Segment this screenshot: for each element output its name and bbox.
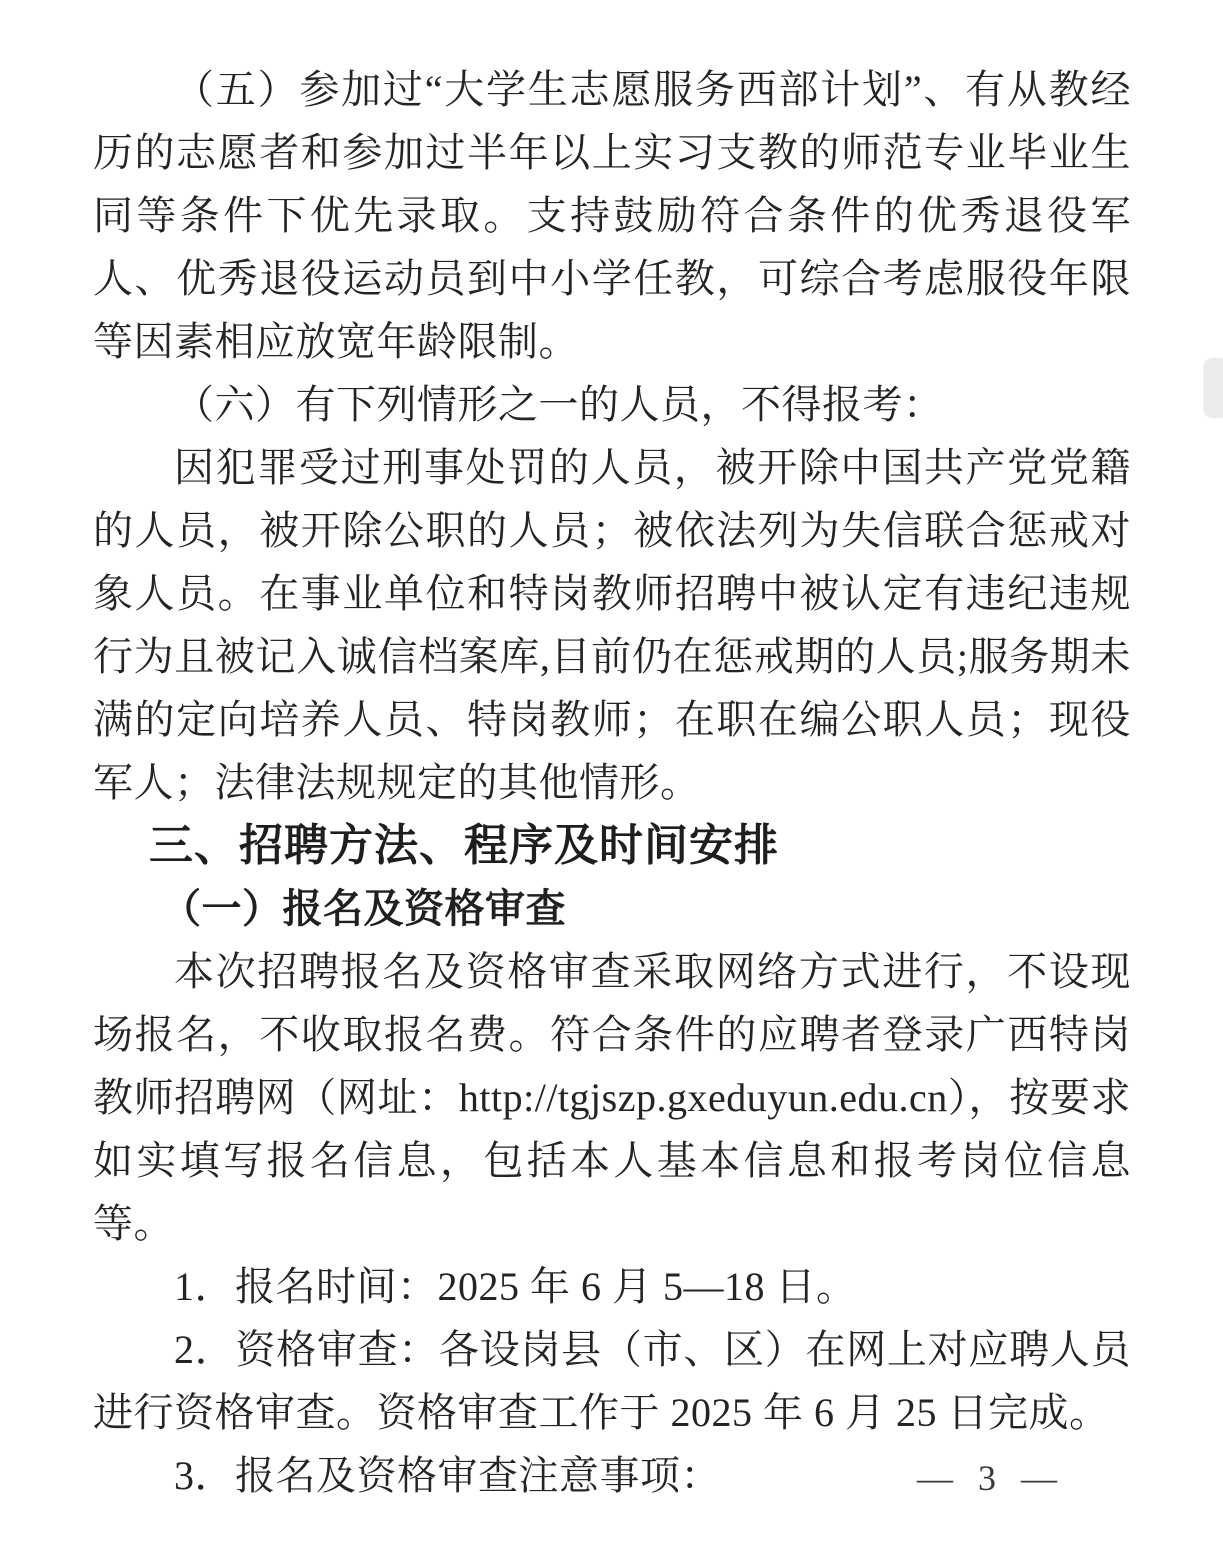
paragraph-item-review-notes: 3．报名及资格审查注意事项：	[174, 1453, 721, 1498]
paragraph-item-qualification-review: 2．资格审查：各设岗县（市、区）在网上对应聘人员进行资格审查。资格审查工作于 2025 年 6 月 25 日完成。	[93, 1327, 1131, 1435]
paragraph-item-5: （五）参加过“大学生志愿服务西部计划”、有从教经历的志愿者和参加过半年以上实习支教的师范专业毕业生同等条件下优先录取。支持鼓励符合条件的优秀退役军人、优秀退役运动员到中小学任教，可综合考虑服役年限等因素相应放宽年龄限制。	[93, 67, 1131, 364]
subsection-heading-1: （一）报名及资格审查	[161, 886, 566, 931]
section-heading-3: 三、招聘方法、程序及时间安排	[149, 820, 779, 871]
paragraph-item-6: （六）有下列情形之一的人员，不得报考：	[174, 382, 944, 427]
paragraph-ineligible-detail: 因犯罪受过刑事处罚的人员，被开除中国共产党党籍的人员，被开除公职的人员；被依法列为失信联合惩戒对象人员。在事业单位和特岗教师招聘中被认定有违纪违规行为且被记入诚信档案库,目前仍在惩戒期的人员;服务期未满的定向培养人员、特岗教师；在职在编公职人员；现役军人；法律法规规定的其他情形。	[93, 445, 1131, 805]
paragraph-registration-method: 本次招聘报名及资格审查采取网络方式进行，不设现场报名，不收取报名费。符合条件的应聘者登录广西特岗教师招聘网（网址：http://tgjszp.gxeduyun.edu.cn），按要求如实填写报名信息，包括本人基本信息和报考岗位信息等。	[93, 949, 1131, 1246]
paragraph-item-registration-time: 1．报名时间：2025 年 6 月 5—18 日。	[174, 1264, 857, 1309]
scrollbar-thumb[interactable]	[1203, 358, 1223, 418]
document-content	[93, 58, 1131, 1507]
page-number: — 3 —	[917, 1458, 1065, 1498]
